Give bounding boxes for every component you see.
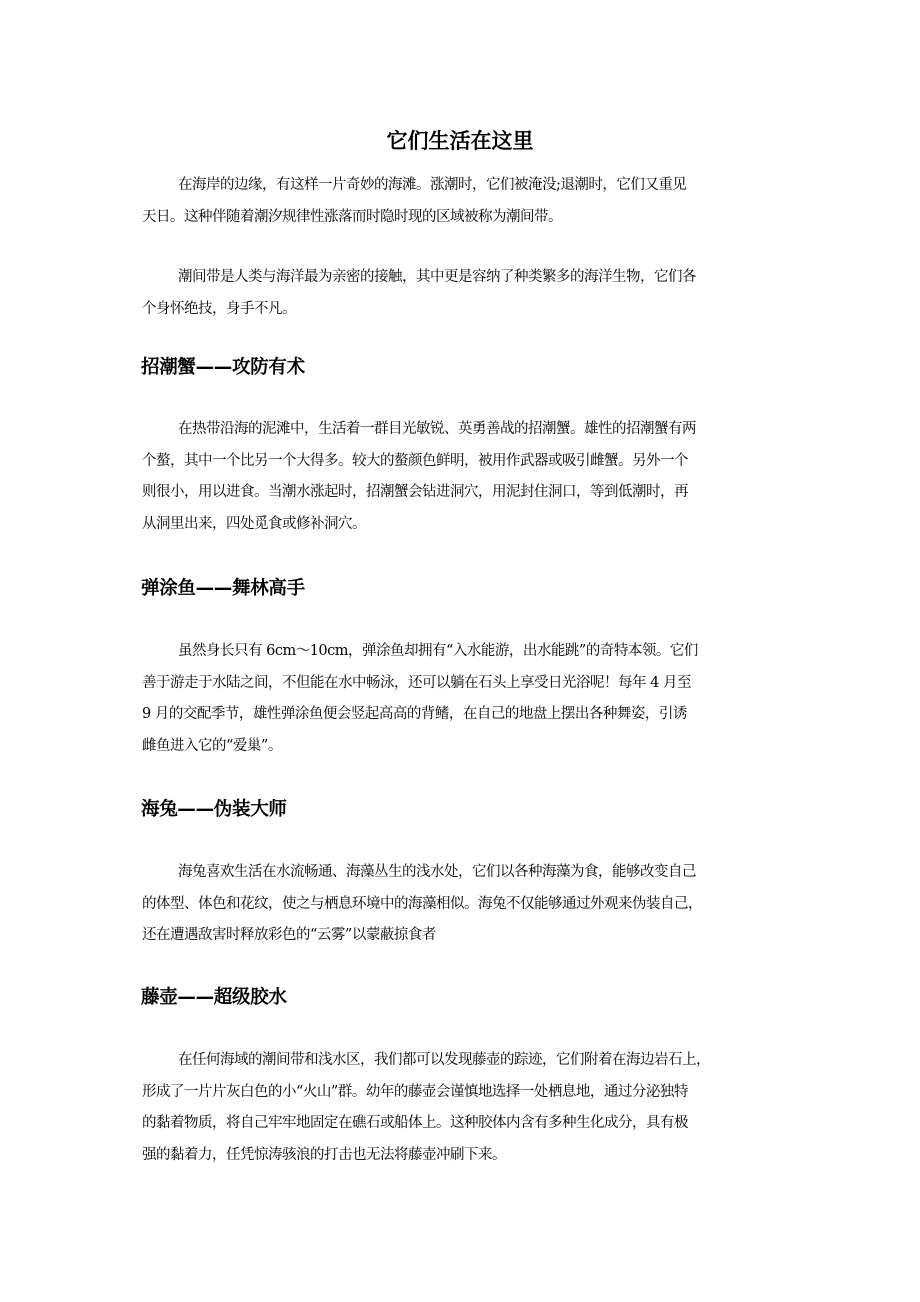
section-paragraph-mudskipper [142,636,698,762]
section-heading-barnacle: 藤壶——超级胶水 [141,987,287,1008]
section-paragraph-fiddler-crab [142,414,696,540]
paragraph-line: 在海岸的边缘，有这样一片奇妙的海滩。涨潮时，它们被淹没;退潮时，它们又重见 [178,177,687,193]
section-heading-mudskipper: 弹涂鱼——舞林高手 [141,578,305,599]
paragraph-line: 从洞里出来，四处觅食或修补洞穴。 [142,515,366,532]
section-heading-fiddler-crab: 招潮蟹——攻防有术 [141,357,305,378]
paragraph-line: 强的黏着力，任凭惊涛骇浪的打击也无法将藤壶冲刷下来。 [142,1146,506,1163]
paragraph-line: 在任何海域的潮间带和浅水区，我们都可以发现藤壶的踪迹，它们附着在海边岩石上， [178,1052,710,1068]
paragraph-line: 则很小，用以进食。当潮水涨起时，招潮蟹会钻进洞穴，用泥封住洞口，等到低潮时，再 [142,484,688,500]
paragraph-line: 的黏着物质，将自己牢牢地固定在礁石或船体上。这种胶体内含有多种生化成分，具有极 [142,1115,688,1131]
paragraph-line: 个身怀绝技，身手不凡。 [142,300,296,317]
paragraph-line: 海兔喜欢生活在水流畅通、海藻丛生的浅水处，它们以各种海藻为食，能够改变自己 [178,864,696,880]
paragraph-line: 形成了一片片灰白色的小“火山”群。幼年的藤壶会谨慎地选择一处栖息地，通过分泌独特 [142,1083,688,1100]
paragraph-line: 在热带沿海的泥滩中，生活着一群目光敏锐、英勇善战的招潮蟹。雄性的招潮蟹有两 [178,421,696,437]
paragraph-line: 还在遭遇敌害时释放彩色的“云雾”以蒙蔽掠食者 [142,927,436,943]
page-title: 它们生活在这里 [386,129,534,153]
paragraph-line: 9 月的交配季节，雄性弹涂鱼便会竖起高高的背鳍，在自己的地盘上摆出各种舞姿，引诱 [142,706,687,722]
paragraph-line: 个螯，其中一个比另一个大得多。较大的螯颜色鲜明，被用作武器或吸引雌蟹。另外一个 [142,452,688,469]
paragraph-line: 雌鱼进入它的“爱巢”。 [142,737,282,754]
intro-paragraph-1 [142,170,686,233]
paragraph-line: 善于游走于水陆之间，不但能在水中畅泳，还可以躺在石头上享受日光浴呢！每年 4 月至 [142,674,691,691]
paragraph-line: 潮间带是人类与海洋最为亲密的接触，其中更是容纳了种类繁多的海洋生物，它们各 [178,269,696,285]
paragraph-line: 的体型、体色和花纹，使之与栖息环境中的海藻相似。海兔不仅能够通过外观来伪装自己， [142,895,702,912]
section-paragraph-sea-hare [142,857,702,952]
paragraph-line: 天日。这种伴随着潮汐规律性涨落而时隐时现的区域被称为潮间带。 [142,208,562,225]
section-heading-sea-hare: 海兔——伪装大师 [141,799,287,820]
paragraph-line: 虽然身长只有 6cm～10cm，弹涂鱼却拥有“入水能游，出水能跳”的奇特本领。它们 [178,643,698,659]
section-paragraph-barnacle [142,1045,710,1171]
intro-paragraph-2 [142,262,696,325]
